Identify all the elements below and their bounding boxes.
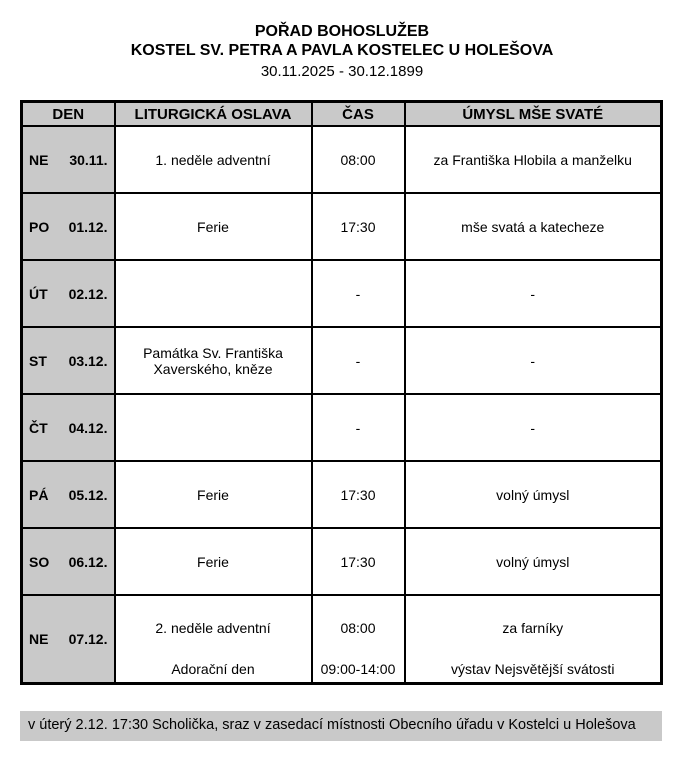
- header-cas: ČAS: [312, 102, 405, 127]
- cell-oslava: [115, 260, 312, 327]
- table-row: [22, 260, 662, 327]
- day-date: 01.12.: [68, 218, 108, 235]
- cell-oslava: [115, 595, 312, 683]
- oslava-stack: [116, 597, 311, 681]
- cell-cas: [312, 595, 405, 683]
- cell-oslava: 1. neděle adventní: [115, 126, 312, 193]
- day-abbr: ST: [29, 352, 47, 369]
- day-date: 07.12.: [68, 630, 108, 647]
- church-name: KOSTEL SV. PETRA A PAVLA KOSTELEC U HOLEŠOVA: [130, 42, 554, 59]
- table-row: [22, 394, 662, 461]
- umysl-line1: za farníky: [502, 620, 564, 637]
- oslava-line2: Adorační den: [171, 660, 255, 677]
- cas-line1: 08:00: [340, 620, 376, 637]
- cell-den: [22, 126, 115, 193]
- day-abbr: PÁ: [29, 486, 49, 503]
- cell-cas: -: [312, 327, 405, 394]
- cell-umysl: -: [405, 327, 662, 394]
- cell-den: [22, 394, 115, 461]
- cell-umysl: -: [405, 260, 662, 327]
- cell-cas: 17:30: [312, 528, 405, 595]
- cell-den: [22, 193, 115, 260]
- cell-oslava: Ferie: [115, 193, 312, 260]
- oslava-line1: 2. neděle adventní: [155, 620, 271, 637]
- header-row: [22, 102, 662, 127]
- cell-cas: -: [312, 394, 405, 461]
- day-date: 05.12.: [68, 486, 108, 503]
- header-den: DEN: [22, 102, 115, 127]
- cell-umysl: volný úmysl: [405, 528, 662, 595]
- cell-umysl: -: [405, 394, 662, 461]
- day-label: [23, 554, 114, 570]
- cell-oslava: Památka Sv. Františka Xaverského, kněze: [115, 327, 312, 394]
- day-label: [23, 353, 114, 369]
- cell-umysl: za Františka Hlobila a manželku: [405, 126, 662, 193]
- day-date: 30.11.: [69, 151, 108, 168]
- day-date: 06.12.: [68, 553, 108, 570]
- table-row: [22, 461, 662, 528]
- table-row: [22, 528, 662, 595]
- table-row: [22, 193, 662, 260]
- day-date: 03.12.: [68, 352, 108, 369]
- cell-cas: 17:30: [312, 461, 405, 528]
- day-label: [23, 219, 114, 235]
- cas-stack: [313, 597, 404, 681]
- cell-oslava: [115, 394, 312, 461]
- table-row: [22, 595, 662, 683]
- day-abbr: PO: [29, 218, 50, 235]
- cell-umysl: mše svatá a katecheze: [405, 193, 662, 260]
- day-label: [23, 631, 114, 647]
- day-abbr: NE: [29, 630, 49, 647]
- cell-umysl: volný úmysl: [405, 461, 662, 528]
- day-label: [23, 420, 114, 436]
- day-abbr: ÚT: [29, 285, 48, 302]
- cell-oslava: Ferie: [115, 528, 312, 595]
- table-row: [22, 327, 662, 394]
- cell-den: [22, 595, 115, 683]
- footer-note: v úterý 2.12. 17:30 Scholička, sraz v zasedací místnosti Obecního úřadu v Kostelci u Holešova: [20, 711, 662, 741]
- day-date: 04.12.: [68, 419, 108, 436]
- cell-umysl: [405, 595, 662, 683]
- header-oslava: LITURGICKÁ OSLAVA: [115, 102, 312, 127]
- page-title: POŘAD BOHOSLUŽEB: [254, 23, 430, 40]
- cell-oslava: Ferie: [115, 461, 312, 528]
- cell-cas: -: [312, 260, 405, 327]
- cell-den: [22, 461, 115, 528]
- day-date: 02.12.: [68, 285, 108, 302]
- header-umysl: ÚMYSL MŠE SVATÉ: [405, 102, 662, 127]
- cell-den: [22, 528, 115, 595]
- day-label: [23, 487, 114, 503]
- cell-cas: 08:00: [312, 126, 405, 193]
- day-abbr: NE: [29, 151, 49, 168]
- table-row: [22, 126, 662, 193]
- schedule-table: [20, 100, 663, 685]
- title-block: [0, 22, 684, 81]
- day-abbr: ČT: [29, 419, 48, 436]
- day-label: [23, 152, 114, 168]
- day-abbr: SO: [29, 553, 50, 570]
- cell-cas: 17:30: [312, 193, 405, 260]
- umysl-stack: [406, 597, 661, 681]
- cell-den: [22, 327, 115, 394]
- umysl-line2: výstav Nejsvětější svátosti: [451, 660, 615, 677]
- date-range: 30.11.2025 - 30.12.1899: [260, 63, 424, 80]
- cell-den: [22, 260, 115, 327]
- day-label: [23, 286, 114, 302]
- cas-line2: 09:00-14:00: [320, 660, 396, 677]
